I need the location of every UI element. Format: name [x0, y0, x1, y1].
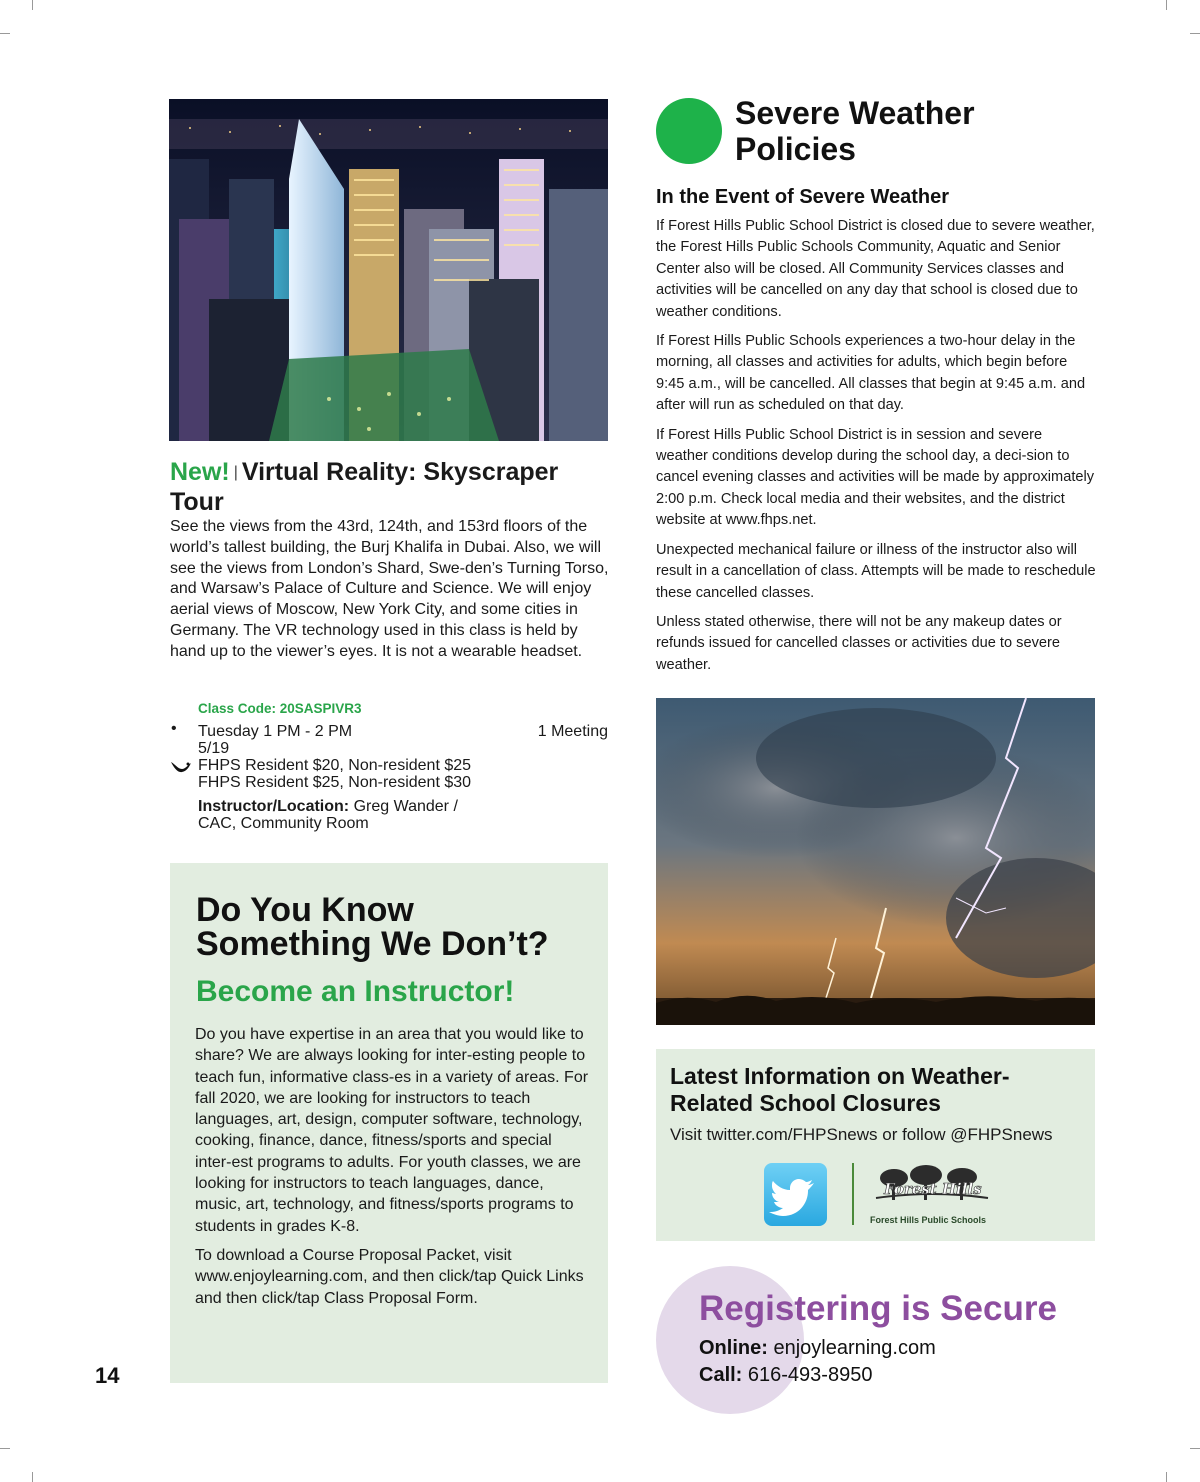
forest-hills-logo: [874, 1164, 990, 1204]
heading-line-2: Something We Don’t?: [196, 925, 549, 963]
instructor-heading: [196, 893, 606, 961]
crop-mark: [1166, 0, 1167, 10]
instructor-location: [198, 798, 498, 832]
early-bird-icon: [170, 759, 192, 780]
title-line-1: Severe Weather: [735, 95, 975, 131]
instructor-subheading: Become an Instructor!: [196, 975, 515, 1008]
title-line-2: Related School Closures: [670, 1090, 941, 1116]
price-regular: FHPS Resident $25, Non-resident $30: [198, 774, 472, 791]
crop-mark: [1190, 33, 1200, 34]
heading-line-1: Do You Know: [196, 891, 414, 929]
severe-weather-body: [656, 216, 1096, 684]
policy-paragraph: If Forest Hills Public School District is closed due to severe weather, the Forest Hills Public Schools Community, Aquatic and Senior Center also will be closed. All Community Services classes and activities will be cancelled on any day that school is closed due to weather conditions.: [656, 218, 1095, 320]
instructor-label: Instructor/Location:: [198, 798, 350, 815]
meeting-count: 1 Meeting: [537, 723, 608, 740]
city-skyline-photo: [169, 99, 608, 441]
online-label: Online:: [699, 1337, 768, 1359]
instructor-body: [195, 1024, 590, 1317]
bullet-icon: •: [171, 720, 177, 737]
instructor-value: Greg Wander /: [353, 798, 458, 815]
crop-mark: [1190, 1448, 1200, 1449]
crop-mark: [0, 33, 10, 34]
policy-paragraph: If Forest Hills Public School District is in session and severe weather conditions develop during the school day, a deci-sion to cancel evening classes and activities will be made by approximately 2:00 p.m. Check local media and their websites, and the district website at www.fhps.net.: [656, 426, 1095, 529]
class-day-time: Tuesday 1 PM - 2 PM: [198, 723, 353, 740]
registering-title: Registering is Secure: [699, 1289, 1057, 1328]
forest-hills-caption: Forest Hills Public Schools: [870, 1215, 987, 1225]
crop-mark: [32, 1472, 33, 1482]
logo-divider: [852, 1163, 854, 1225]
page-number: 14: [95, 1363, 120, 1388]
instructor-paragraph: To download a Course Proposal Packet, visit www.enjoylearning.com, and then click/tap Quick Links and then click/tap Class Proposal Form.: [195, 1246, 584, 1307]
instructor-paragraph: Do you have expertise in an area that you would like to share? We are always looking for inter-esting people to teach fun, informative class-es in a variety of areas. For fall 2020, we are looking for instructors to teach languages, art, design, computer software, technology, cooking, finance, dance, fitness/sports and special inter-est programs to adults. For youth classes, we are looking for instructors to teach languages, dance, music, art, technology, and fitness/sports programs to students in grades K-8.: [195, 1026, 589, 1235]
register-call: [699, 1364, 872, 1387]
title-line-2: Policies: [735, 131, 856, 167]
green-circle-icon: [656, 98, 722, 164]
vr-title-text: Virtual Reality: Skyscraper Tour: [170, 458, 559, 516]
weather-closures-title: [670, 1063, 1090, 1117]
online-link[interactable]: enjoylearning.com: [773, 1337, 936, 1359]
class-date: 5/19: [198, 740, 230, 757]
call-label: Call:: [699, 1364, 743, 1386]
policy-paragraph: Unexpected mechanical failure or illness of the instructor also will result in a cancellation of class. Attempts will be made to reschedule these cancelled classes.: [656, 541, 1096, 601]
title-line-1: Latest Information on Weather-: [670, 1063, 1010, 1089]
storm-photo: [656, 698, 1095, 1025]
twitter-icon[interactable]: [764, 1163, 827, 1226]
crop-mark: [0, 1448, 10, 1449]
class-code: Class Code: 20SASPIVR3: [198, 701, 362, 716]
policy-paragraph: If Forest Hills Public Schools experiences a two-hour delay in the morning, all classes and activities for adults, which begin before 9:45 a.m., will be cancelled. All classes that begin at 9:45 a.m. and after will run as scheduled on that day.: [656, 333, 1086, 414]
severe-weather-title: [735, 95, 975, 167]
policy-paragraph: Unless stated otherwise, there will not be any makeup dates or refunds issued for cancelled classes or activities due to severe weather.: [656, 613, 1062, 673]
title-separator: |: [233, 464, 238, 481]
svg-text:Forest Hills: Forest Hills: [884, 1180, 982, 1198]
twitter-follow-text: Visit twitter.com/FHPSnews or follow @FHPSnews: [670, 1125, 1053, 1144]
crop-mark: [32, 0, 33, 10]
new-badge: New!: [170, 458, 230, 486]
severe-weather-subheading: In the Event of Severe Weather: [656, 186, 950, 208]
vr-class-title: [170, 459, 610, 516]
location-value: CAC, Community Room: [198, 815, 369, 832]
crop-mark: [1166, 1472, 1167, 1482]
vr-description: See the views from the 43rd, 124th, and 153rd floors of the world’s tallest building, the Burj Khalifa in Dubai. Also, we will see the views from London’s Shard, Swe-den’s Turning Torso, and Warsaw’s Palace of Culture and Science. We will enjoy aerial views of Moscow, New York City, and some cities in Germany. The VR technology used in this class is held by hand up to the viewer’s eyes. It is not a wearable headset.: [170, 518, 609, 660]
phone-number[interactable]: 616-493-8950: [747, 1364, 873, 1386]
price-early: FHPS Resident $20, Non-resident $25: [198, 757, 472, 774]
register-online: [699, 1337, 936, 1360]
